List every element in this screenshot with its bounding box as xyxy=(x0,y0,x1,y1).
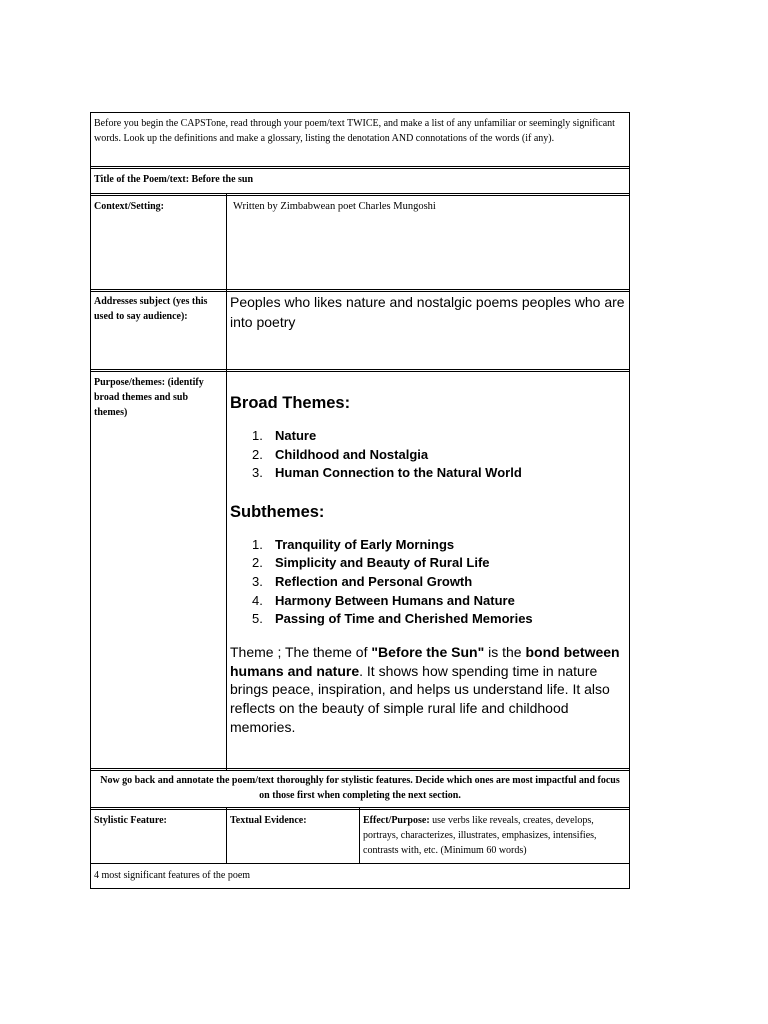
row-divider xyxy=(90,289,630,290)
audience-label: Addresses subject (yes this used to say audience): xyxy=(94,296,208,322)
theme-list-item xyxy=(230,573,624,592)
theme-list-item xyxy=(230,536,624,555)
list-number: 3. xyxy=(252,573,263,589)
list-number: 2. xyxy=(252,446,263,462)
effect-purpose-label: Effect/Purpose: xyxy=(363,815,430,826)
column-divider xyxy=(226,194,227,770)
effect-purpose-header xyxy=(363,813,627,858)
textual-evidence-header: Textual Evidence: xyxy=(230,815,307,826)
theme-list-item xyxy=(230,446,624,465)
row-divider xyxy=(90,371,630,372)
theme-list-item xyxy=(230,427,624,446)
row-divider xyxy=(90,768,630,769)
column-divider xyxy=(226,808,227,864)
row-divider xyxy=(90,770,630,771)
list-number: 3. xyxy=(252,465,263,481)
row-divider xyxy=(90,195,630,196)
broad-themes-list xyxy=(230,427,624,483)
row-divider xyxy=(90,807,630,808)
list-number: 5. xyxy=(252,611,263,627)
list-number: 4. xyxy=(252,592,263,608)
list-text: Tranquility of Early Mornings xyxy=(275,536,455,552)
features-note: 4 most significant features of the poem xyxy=(94,870,251,881)
theme-paragraph xyxy=(230,643,624,737)
context-value-text: Written by Zimbabwean poet Charles Mungoshi xyxy=(233,201,436,212)
list-text: Harmony Between Humans and Nature xyxy=(275,592,515,608)
row-divider xyxy=(90,168,630,169)
list-text: Passing of Time and Cherished Memories xyxy=(275,611,533,627)
theme-list-item xyxy=(230,610,624,629)
poem-title: Title of the Poem/text: Before the sun xyxy=(94,174,254,185)
audience-value: Peoples who likes nature and nostalgic poems peoples who are into poetry xyxy=(230,294,625,330)
row-divider xyxy=(90,193,630,194)
purpose-content xyxy=(230,392,624,737)
list-number: 2. xyxy=(252,555,263,571)
row-divider xyxy=(90,809,630,810)
list-text: Human Connection to the Natural World xyxy=(275,465,522,481)
list-text: Nature xyxy=(275,428,317,443)
theme-emphasis: bond between humans and nature xyxy=(230,643,620,679)
effect-purpose-desc: use verbs like reveals, creates, develops, portrays, characterizes, illustrates, emphasizes, intensifies, contrasts with, etc. (Minimum 60 words) xyxy=(363,815,597,856)
theme-list-item xyxy=(230,592,624,611)
stylistic-feature-header: Stylistic Feature: xyxy=(94,815,167,826)
subthemes-list xyxy=(230,536,624,629)
list-number: 1. xyxy=(252,428,263,443)
broad-themes-heading: Broad Themes: xyxy=(230,394,351,412)
list-text: Simplicity and Beauty of Rural Life xyxy=(275,555,490,571)
theme-text: . It shows how spending time in nature brings peace, inspiration, and helps us understand life. It also reflects on the beauty of simple rural life and childhood memories. xyxy=(230,662,610,735)
theme-list-item xyxy=(230,464,624,483)
subthemes-heading: Subthemes: xyxy=(230,502,325,521)
purpose-label: Purpose/themes: (identify broad themes and sub themes) xyxy=(94,377,204,418)
context-value xyxy=(233,199,623,214)
list-text: Childhood and Nostalgia xyxy=(275,446,429,462)
theme-text: Theme ; The theme of xyxy=(230,643,372,660)
theme-poem-name: "Before the Sun" xyxy=(371,643,485,660)
list-text: Reflection and Personal Growth xyxy=(275,573,473,589)
instructions-text: Before you begin the CAPSTone, read through your poem/text TWICE, and make a list of any unfamiliar or seemingly significant words. Look up the definitions and make a glossary, listing the denotation AND connotations of the words (if any). xyxy=(94,118,615,144)
row-divider xyxy=(90,863,630,864)
row-divider xyxy=(90,369,630,370)
context-label: Context/Setting: xyxy=(94,201,164,212)
row-divider xyxy=(90,166,630,167)
annotate-instructions: Now go back and annotate the poem/text thoroughly for stylistic features. Decide which ones are most impactful and focus on those first when completing the next section. xyxy=(100,775,620,801)
theme-text: is the xyxy=(484,643,526,660)
column-divider xyxy=(359,808,360,864)
list-number: 1. xyxy=(252,536,263,552)
theme-list-item xyxy=(230,554,624,573)
